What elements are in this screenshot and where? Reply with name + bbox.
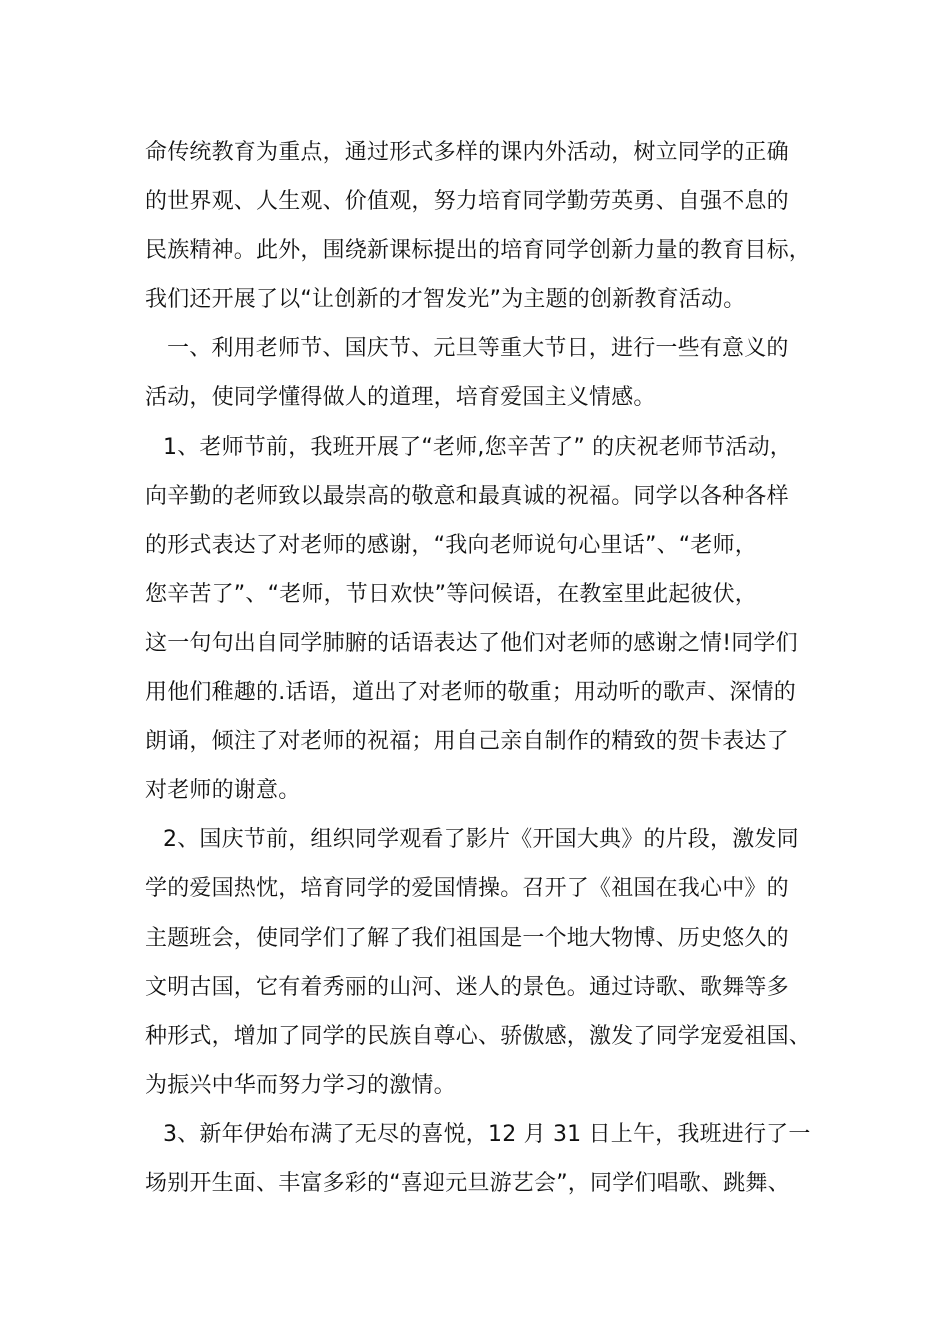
text-line: 为振兴中华而努力学习的激情。 — [145, 1072, 456, 1098]
text-line: 我们还开展了以“让创新的才智发光”为主题的创新教育活动。 — [145, 287, 746, 313]
text-line: 您辛苦了”、“老师，节日欢快”等问候语，在教室里此起彼伏， — [145, 581, 757, 607]
text-line: 文明古国，它有着秀丽的山河、迷人的景色。通过诗歌、歌舞等多 — [145, 974, 789, 1000]
paragraph-start-line: 2、国庆节前，组织同学观看了影片《开国大典》的片段，激发同 — [163, 827, 799, 853]
text-line: 朗诵，倾注了对老师的祝福；用自己亲自制作的精致的贺卡表达了 — [145, 729, 789, 755]
text-line: 用他们稚趣的.话语，道出了对老师的敬重；用动听的歌声、深情的 — [145, 680, 796, 706]
text-line: 的世界观、人生观、价值观，努力培育同学勤劳英勇、自强不息的 — [145, 189, 789, 215]
text-line: 对老师的谢意。 — [145, 778, 301, 804]
text-line: 这一句句出自同学肺腑的话语表达了他们对老师的感谢之情!同学们 — [145, 630, 798, 656]
text-line: 活动，使同学懂得做人的道理，培育爱国主义情感。 — [145, 385, 656, 411]
text-line: 民族精神。此外，围绕新课标提出的培育同学创新力量的教育目标， — [145, 238, 812, 264]
text-line: 的形式表达了对老师的感谢，“我向老师说句心里话”、“老师， — [145, 532, 757, 558]
text-line: 学的爱国热忱，培育同学的爱国情操。召开了《祖国在我心中》的 — [145, 876, 789, 902]
paragraph-start-line: 1、老师节前，我班开展了“老师,您辛苦了” 的庆祝老师节活动， — [163, 434, 792, 460]
body-text — [145, 128, 835, 1208]
text-line: 主题班会，使同学们了解了我们祖国是一个地大物博、历史悠久的 — [145, 925, 789, 951]
paragraph-start-line: 3、新年伊始布满了无尽的喜悦，12 月 31 日上午，我班进行了一 — [163, 1121, 811, 1147]
text-line: 向辛勤的老师致以最崇高的敬意和最真诚的祝福。同学以各种各样 — [145, 483, 789, 509]
text-line: 场别开生面、丰富多彩的“喜迎元旦游艺会”，同学们唱歌、跳舞、 — [145, 1170, 790, 1196]
section-heading-line: 一、利用老师节、国庆节、元旦等重大节日，进行一些有意义的 — [167, 336, 789, 362]
text-line: 种形式，增加了同学的民族自尊心、骄傲感，激发了同学宠爱祖国、 — [145, 1023, 812, 1049]
text-line: 命传统教育为重点，通过形式多样的课内外活动，树立同学的正确 — [145, 140, 789, 165]
